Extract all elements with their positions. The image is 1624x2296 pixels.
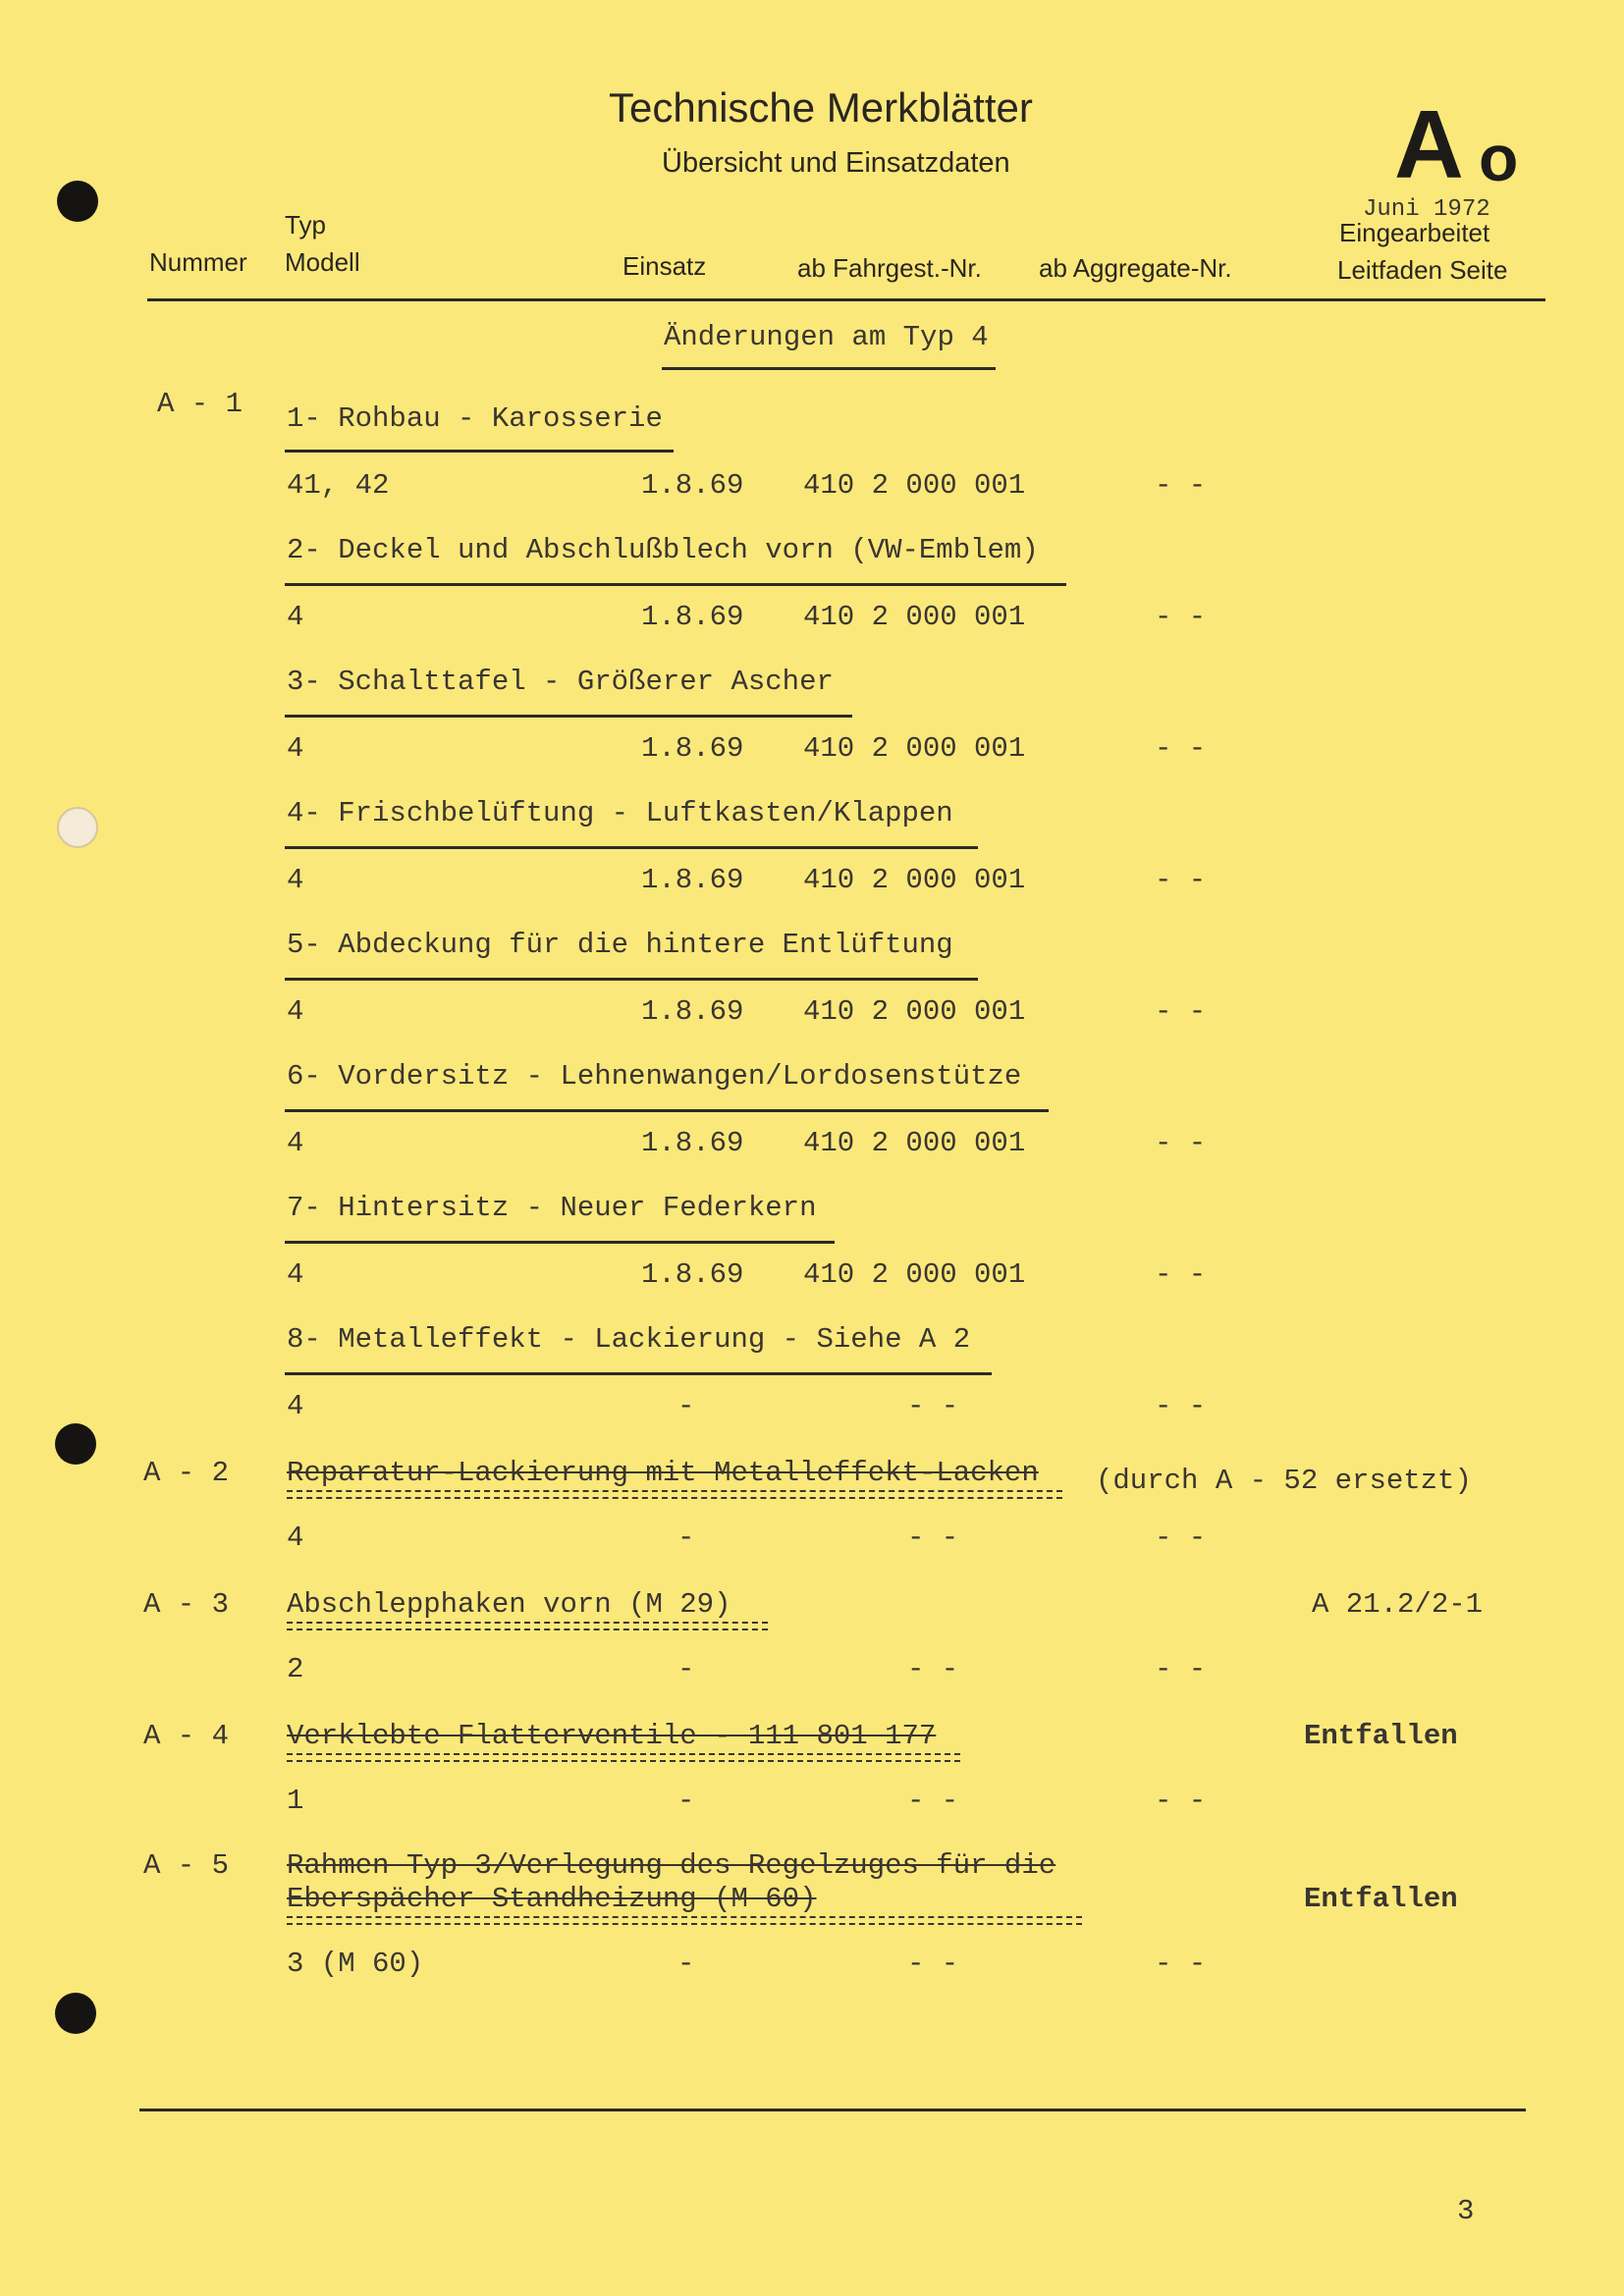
item-modell: 4 [287, 1258, 304, 1291]
item-einsatz: 1.8.69 [641, 995, 744, 1028]
section-title: Änderungen am Typ 4 [664, 321, 989, 353]
page-subtitle: Übersicht und Einsatzdaten [662, 147, 1010, 179]
col-fahrgest: ab Fahrgest.-Nr. [797, 253, 982, 283]
item-title: 8- Metalleffekt - Lackierung - Siehe A 2 [287, 1323, 971, 1356]
entry-fahrgest: - - [907, 1653, 959, 1685]
item-einsatz: 1.8.69 [641, 864, 744, 896]
entry-aggregate: - - [1155, 1785, 1207, 1817]
item-modell: 4 [287, 732, 304, 765]
footer-rule [139, 2109, 1526, 2111]
item-title: 1- Rohbau - Karosserie [287, 402, 663, 435]
entry-fahrgest: - - [907, 1785, 959, 1817]
entry-fahrgest: - - [907, 1948, 959, 1980]
entry-note: A 21.2/2-1 [1312, 1588, 1484, 1621]
header-rule [147, 298, 1545, 301]
date-stamp: Juni 1972 [1363, 196, 1490, 223]
entry-note: (durch A - 52 ersetzt) [1096, 1465, 1472, 1497]
item-underline [285, 978, 978, 981]
item-title: 2- Deckel und Abschlußblech vorn (VW-Emblem) [287, 534, 1039, 566]
punch-hole-2 [57, 807, 98, 848]
punch-hole-3 [55, 1423, 96, 1465]
item-einsatz: 1.8.69 [641, 732, 744, 765]
item-underline [285, 583, 1066, 586]
item-title: 7- Hintersitz - Neuer Federkern [287, 1192, 817, 1224]
item-underline [285, 846, 978, 849]
col-nummer: Nummer [149, 247, 247, 277]
double-underline [287, 1916, 1082, 1925]
entry-aggregate: - - [1155, 1522, 1207, 1554]
item-modell: 4 [287, 995, 304, 1028]
entry-aggregate: - - [1155, 1948, 1207, 1980]
item-aggregate: - - [1155, 601, 1207, 633]
entry-einsatz: - [677, 1653, 695, 1685]
item-fahrgest: 410 2 000 001 [803, 864, 1026, 896]
item-einsatz: - [677, 1390, 695, 1422]
item-einsatz: 1.8.69 [641, 469, 744, 502]
item-modell: 4 [287, 601, 304, 633]
badge-letter: A [1394, 90, 1464, 198]
entry-modell: 2 [287, 1653, 304, 1685]
item-modell: 4 [287, 1390, 304, 1422]
item-underline [285, 1109, 1049, 1112]
col-aggregate: ab Aggregate-Nr. [1039, 253, 1232, 283]
item-fahrgest: - - [907, 1390, 959, 1422]
entry-title-line2: Eberspächer Standheizung (M 60) [287, 1883, 817, 1915]
col-leitfaden: Leitfaden Seite [1337, 255, 1508, 285]
entry-title: Verklebte Flatterventile - 111 801 177 [287, 1720, 937, 1752]
double-underline [287, 1753, 960, 1762]
item-underline [285, 1241, 835, 1244]
item-fahrgest: 410 2 000 001 [803, 995, 1026, 1028]
item-aggregate: - - [1155, 469, 1207, 502]
entry-number: A - 5 [143, 1849, 230, 1882]
item-einsatz: 1.8.69 [641, 1258, 744, 1291]
badge-digit: o [1479, 122, 1519, 194]
entry-einsatz: - [677, 1948, 695, 1980]
entry-modell: 1 [287, 1785, 304, 1817]
punch-hole-4 [55, 1993, 96, 2034]
item-aggregate: - - [1155, 995, 1207, 1028]
item-aggregate: - - [1155, 1127, 1207, 1159]
item-title: 6- Vordersitz - Lehnenwangen/Lordosenstütze [287, 1060, 1022, 1093]
item-aggregate: - - [1155, 732, 1207, 765]
entry-einsatz: - [677, 1785, 695, 1817]
item-modell: 4 [287, 864, 304, 896]
item-fahrgest: 410 2 000 001 [803, 469, 1026, 502]
item-fahrgest: 410 2 000 001 [803, 732, 1026, 765]
entry-number: A - 2 [143, 1457, 230, 1489]
entry-number: A - 3 [143, 1588, 230, 1621]
entry-note: Entfallen [1304, 1883, 1458, 1915]
item-modell: 41, 42 [287, 469, 390, 502]
entry-number: A - 1 [157, 388, 244, 420]
item-modell: 4 [287, 1127, 304, 1159]
col-einsatz: Einsatz [623, 251, 707, 281]
item-title: 4- Frischbelüftung - Luftkasten/Klappen [287, 797, 953, 829]
col-typ: Typ [285, 210, 326, 240]
item-fahrgest: 410 2 000 001 [803, 1127, 1026, 1159]
entry-einsatz: - [677, 1522, 695, 1554]
item-aggregate: - - [1155, 864, 1207, 896]
col-eingearbeitet: Eingearbeitet [1339, 218, 1490, 247]
page-number: 3 [1457, 2195, 1475, 2227]
item-underline [285, 450, 674, 453]
item-fahrgest: 410 2 000 001 [803, 601, 1026, 633]
item-einsatz: 1.8.69 [641, 601, 744, 633]
item-einsatz: 1.8.69 [641, 1127, 744, 1159]
entry-fahrgest: - - [907, 1522, 959, 1554]
entry-modell: 4 [287, 1522, 304, 1554]
item-title: 5- Abdeckung für die hintere Entlüftung [287, 929, 953, 961]
entry-number: A - 4 [143, 1720, 230, 1752]
item-underline [285, 715, 852, 718]
double-underline [287, 1490, 1062, 1499]
col-modell: Modell [285, 247, 360, 277]
entry-aggregate: - - [1155, 1653, 1207, 1685]
item-fahrgest: 410 2 000 001 [803, 1258, 1026, 1291]
double-underline [287, 1622, 768, 1630]
entry-title-line1: Rahmen Typ 3/Verlegung des Regelzuges für die [287, 1849, 1056, 1882]
item-aggregate: - - [1155, 1258, 1207, 1291]
page-title: Technische Merkblätter [609, 84, 1033, 131]
entry-note: Entfallen [1304, 1720, 1458, 1752]
entry-title: Reparatur-Lackierung mit Metalleffekt-Lacken [287, 1457, 1039, 1489]
item-aggregate: - - [1155, 1390, 1207, 1422]
item-title: 3- Schalttafel - Größerer Ascher [287, 666, 834, 698]
item-underline [285, 1372, 992, 1375]
entry-modell: 3 (M 60) [287, 1948, 424, 1980]
section-title-underline [662, 367, 996, 370]
entry-title: Abschlepphaken vorn (M 29) [287, 1588, 731, 1621]
punch-hole-1 [57, 181, 98, 222]
